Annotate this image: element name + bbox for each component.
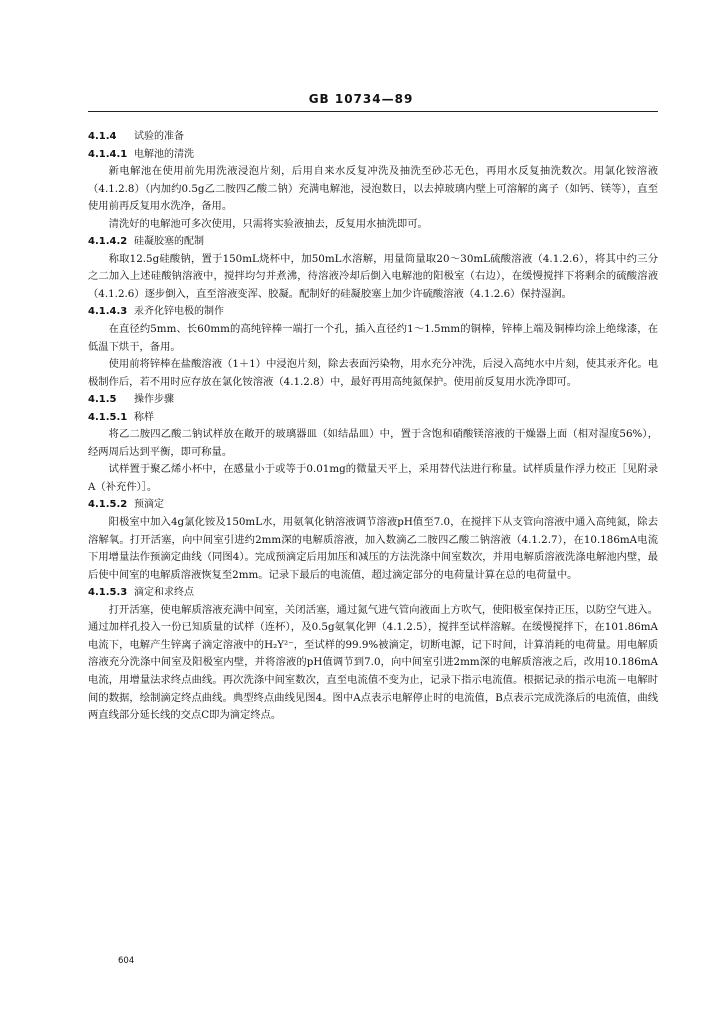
section-heading <box>88 584 658 602</box>
page-number: 604 <box>118 956 135 966</box>
section-title: 预滴定 <box>134 499 164 511</box>
paragraph: 试样置于聚乙烯小杯中，在感量小于或等于0.01mg的微量天平上，采用替代法进行称量。试样质量作浮力校正［见附录A（补充件）］。 <box>88 463 658 493</box>
paragraph: 清洗好的电解池可多次使用，只需将实验液抽去，反复用水抽洗即可。 <box>108 217 428 230</box>
section-heading <box>88 128 658 146</box>
section-number: 4.1.5 <box>88 394 117 406</box>
section-number: 4.1.5.3 <box>88 587 128 599</box>
section-title: 电解池的清洗 <box>134 148 194 160</box>
section-number: 4.1.4.2 <box>88 236 128 248</box>
section-title: 称样 <box>134 411 154 423</box>
document-body <box>88 128 658 725</box>
section-heading <box>88 303 658 321</box>
paragraph: 使用前将锌棒在盐酸溶液（1＋1）中浸泡片刻，除去表面污染物，用水充分冲洗，后浸入高纯水中片刻，使其汞齐化。电极制作后，若不用时应存放在氯化铵溶液（4.1.2.8）中，最好再用高纯氮保护。使用前反复用水洗净即可。 <box>88 358 658 388</box>
section-heading <box>88 391 658 409</box>
section-title: 汞齐化锌电极的制作 <box>134 306 224 318</box>
paragraph: 阳极室中加入4g氯化铵及150mL水，用氨氧化钠溶液调节溶液pH值至7.0，在搅拌下从支管向溶液中通入高纯氮，除去溶解氧。打开活塞，向中间室引进约2mm深的电解质溶液，加入数滴乙二胺四乙酸二钠溶液（4.1.2.7），在10.186mA电流下用增量法作预滴定曲线（同图4）。完成预滴定后用加压和减压的方法洗涤中间室数次，并用电解质溶液洗涤电解池内壁，最后使中间室的电解质溶液恢复至2mm。记录下最后的电流值，超过滴定部分的电荷量计算在总的电荷量中。 <box>88 516 658 581</box>
paragraph: 打开活塞，使电解质溶液充满中间室，关闭活塞，通过氮气进气管向液面上方吹气，使阳极室保持正压，以防空气进入。通过加样孔投入一份已知质量的试样（连杯），及0.5g氨氧化钾（4.1.2.5），搅拌至试样溶解。在缓慢搅拌下，在101.86mA电流下，电解产生锌离子滴定溶液中的H₂Y²⁻，至试样的99.9%被滴定，切断电源，记下时间，计算消耗的电荷量。用电解质溶液充分洗涤中间室及阳极室内壁，并将溶液的pH值调节到7.0，向中间室引进2mm深的电解质溶液之后，改用10.186mA电流，用增量法求终点曲线。再次洗涤中间室数次，直至电流值不变为止，记录下指示电流值。根据记录的指示电流－电解时间的数据，绘制滴定终点曲线。典型终点曲线见图4。图中A点表示电解停止时的电流值，B点表示完成洗涤后的电流值，曲线两直线部分延长线的交点C即为滴定终点。 <box>88 603 658 722</box>
section-heading <box>88 233 658 251</box>
section-number: 4.1.5.1 <box>88 411 128 423</box>
section-number: 4.1.4 <box>88 131 117 142</box>
paragraph: 称取12.5g硅酸钠，置于150mL烧杯中，加50mL水溶解，用量筒量取20～30mL硫酸溶液（4.1.2.6），将其中约三分之二加入上述硅酸钠溶液中，搅拌均匀并煮沸，待溶液冷却后倒入电解池的阳极室（右边），在缓慢搅拌下将剩余的硫酸溶液（4.1.2.6）逐步倒入，直至溶液变浑、胶凝。配制好的硅凝胶塞上加少许硫酸溶液（4.1.2.6）保持湿润。 <box>88 252 658 300</box>
header-rule <box>88 111 658 112</box>
section-title: 滴定和求终点 <box>134 587 194 599</box>
paragraph: 将乙二胺四乙酸二钠试样放在敞开的玻璃器皿（如结晶皿）中，置于含饱和硝酸镁溶液的干燥器上面（相对湿度56%），经两周后达到平衡，即可称量。 <box>88 428 658 458</box>
paragraph: 在直径约5mm、长60mm的高纯锌棒一端打一个孔，插入直径约1～1.5mm的铜棒，锌棒上端及铜棒均涂上绝缘漆，在低温下烘干，备用。 <box>88 323 658 353</box>
page-header: GB 10734—89 <box>308 92 414 106</box>
section-number: 4.1.5.2 <box>88 499 128 511</box>
section-title: 操作步骤 <box>134 394 174 406</box>
section-number: 4.1.4.1 <box>88 148 128 160</box>
section-number: 4.1.4.3 <box>88 306 128 318</box>
section-title: 试验的准备 <box>134 131 184 142</box>
section-heading <box>88 496 658 514</box>
paragraph: 新电解池在使用前先用洗液浸泡片刻，后用自来水反复冲洗及抽洗至砂芯无色，再用水反复抽洗数次。用氯化铵溶液（4.1.2.8）（内加约0.5g乙二胺四乙酸二钠）充满电解池，浸泡数日，以去掉玻璃内壁上可溶解的离子（如钙、镁等），直至使用前再反复用水洗净，备用。 <box>88 165 658 213</box>
section-heading <box>88 146 658 164</box>
section-title: 硅凝胶塞的配制 <box>134 236 204 248</box>
section-heading <box>88 409 658 427</box>
